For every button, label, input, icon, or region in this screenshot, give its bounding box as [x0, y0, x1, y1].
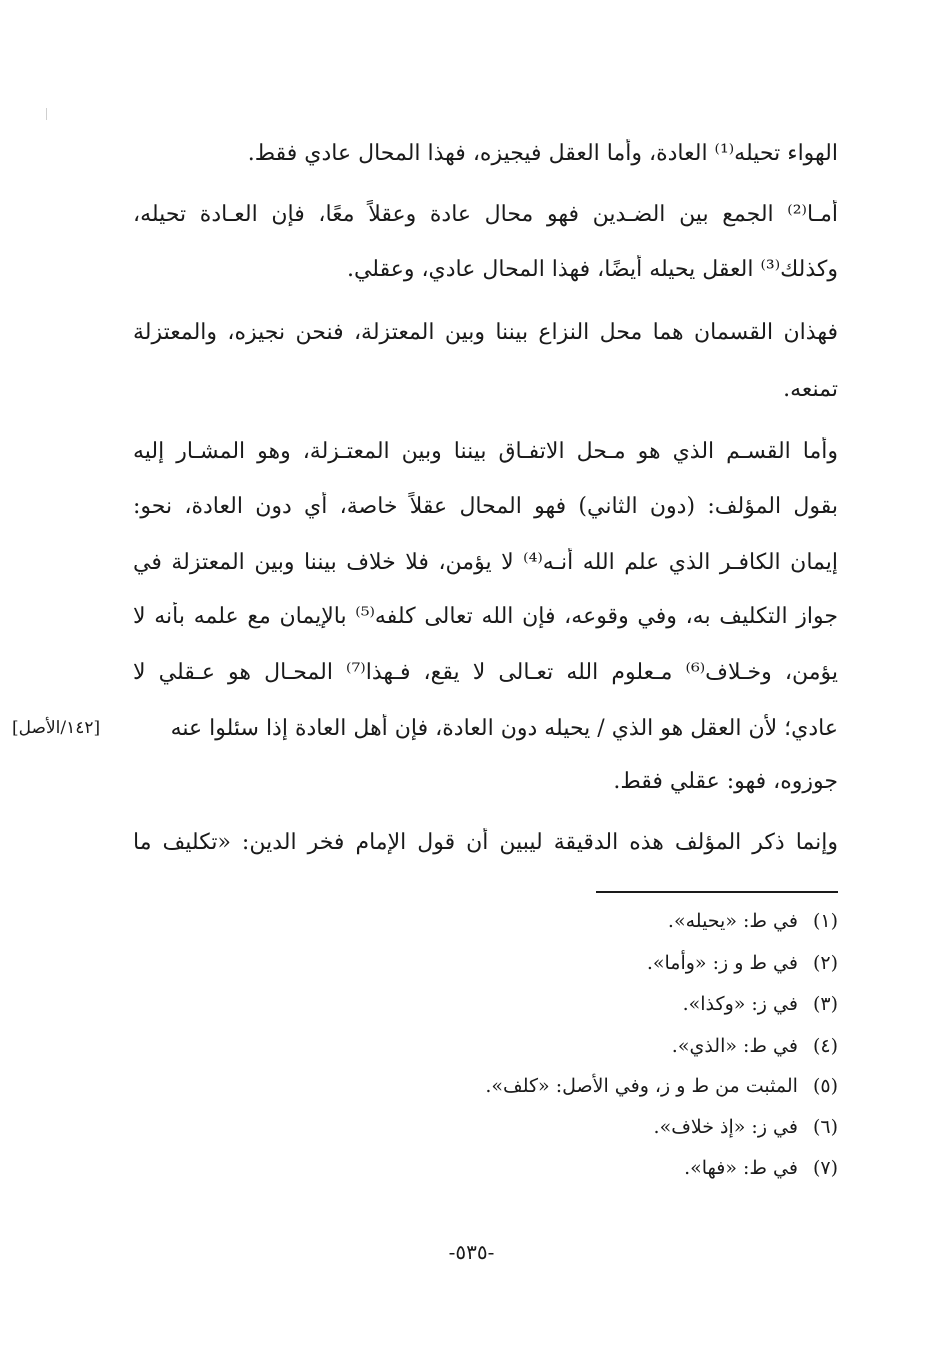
footnote-text: في ز: «إذ خلاف».	[653, 1116, 798, 1138]
footnote-number: (٧)	[812, 1157, 838, 1179]
footnote-number: (٢)	[812, 952, 838, 974]
scan-edge-mark	[46, 108, 47, 120]
footnote-text: في ط: «الذي».	[671, 1035, 798, 1057]
body-line-9: جواز التكليف به، وفي وقوعه، فإن الله تعالى كلفه⁽⁵⁾ بالإيمان مع علمه بأنه لا	[133, 604, 838, 629]
body-line-12: جوزوه، فهو: عقلي فقط.	[613, 769, 838, 794]
body-line-11: عادي؛ لأن العقل هو الذي / يحيله دون العادة، فإن أهل العادة إذا سئلوا عنه	[170, 716, 838, 741]
footnote-number: (٤)	[812, 1035, 838, 1057]
footnote-text: في ط: «يحيله».	[667, 910, 798, 932]
body-line-13: وإنما ذكر المؤلف هذه الدقيقة ليبين أن قول الإمام فخر الدين: «تكليف ما	[133, 830, 838, 855]
footnote-text: في ز: «وكذا».	[682, 993, 798, 1015]
body-line-10: يؤمن، وخـلاف⁽⁶⁾ مـعلوم الله تعـالى لا يقع، فـهذا⁽⁷⁾ المحـال هو عـقلي لا	[133, 660, 838, 685]
footnote-number: (١)	[812, 910, 838, 932]
body-line-4: فهذان القسمان هما محل النزاع بيننا وبين المعتزلة، فنحن نجيزه، والمعتزلة	[133, 320, 838, 345]
margin-page-reference: [١٤٢/الأصل]	[12, 718, 101, 738]
body-line-1: الهواء تحيله⁽¹⁾ العادة، وأما العقل فيجيزه، فهذا المحال عادي فقط.	[247, 141, 838, 166]
footnote	[133, 908, 838, 934]
footnote-text: في ط: «فها».	[684, 1157, 798, 1179]
footnote-number: (٦)	[812, 1116, 838, 1138]
footnote-number: (٣)	[812, 993, 838, 1015]
footnote	[133, 1155, 838, 1181]
body-line-2: أمـا⁽²⁾ الجمع بين الضـدين فهو محال عادة وعقلاً معًا، فإن العـادة تحيله،	[133, 202, 838, 227]
footnote-divider	[596, 891, 838, 893]
footnote	[133, 1033, 838, 1059]
body-line-7: بقول المؤلف: (دون الثاني) فهو المحال عقلاً خاصة، أي دون العادة، نحو:	[133, 494, 838, 519]
body-line-5: تمنعه.	[783, 377, 838, 402]
footnote-number: (٥)	[812, 1075, 838, 1097]
footnote	[133, 1114, 838, 1140]
body-line-8: إيمان الكافـر الذي علم الله أنـه⁽⁴⁾ لا يؤمن، فلا خلاف بيننا وبين المعتزلة في	[133, 550, 838, 575]
footnote	[133, 1073, 838, 1099]
footnote	[133, 950, 838, 976]
footnote	[133, 991, 838, 1017]
footnote-text: في ط و ز: «وأما».	[646, 952, 798, 974]
footnote-text: المثبت من ط و ز، وفي الأصل: «كلف».	[485, 1075, 798, 1097]
body-line-6: وأما القسـم الذي هو مـحل الاتفـاق بيننا وبين المعتـزلة، وهو المشـار إليه	[133, 439, 838, 464]
body-line-3: وكذلك⁽³⁾ العقل يحيله أيضًا، فهذا المحال عادي، وعقلي.	[346, 257, 838, 282]
page-number: -٥٣٥-	[448, 1240, 495, 1264]
